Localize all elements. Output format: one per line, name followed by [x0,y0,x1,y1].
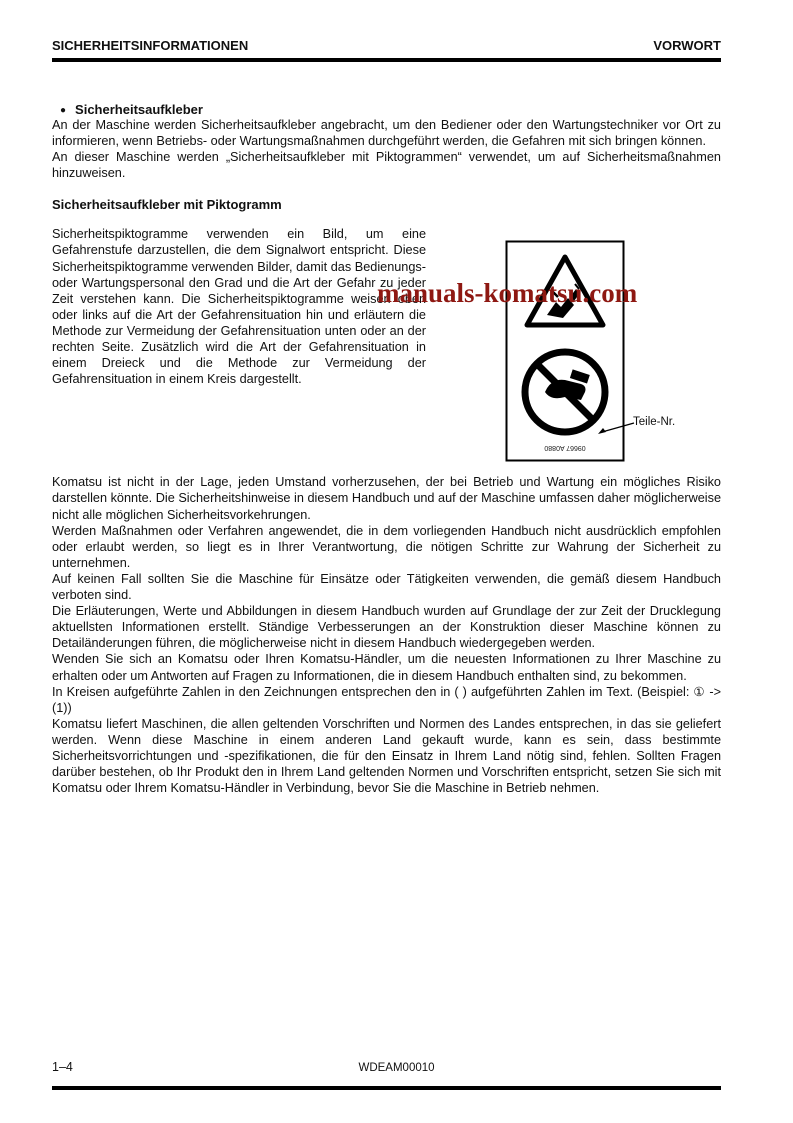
header-rule [52,58,721,62]
sticker-part-code: 09667 A0880 [544,444,586,452]
content-column [52,0,721,796]
bullet-heading: Sicherheitsaufkleber [75,102,203,117]
pictogram-section [52,226,721,474]
watermark-text: manuals-komatsu.com [377,278,638,308]
header-right-title: VORWORT [653,38,721,53]
footer-page-number: 1–4 [52,1060,73,1074]
paragraph-stickers: An der Maschine werden Sicherheitsaufkleber angebracht, um den Bediener oder den Wartungstechniker vor Ort zu informieren, wenn Betriebs- oder Wartungsmaßnahmen durchgeführt werden, die Gefahren mit sich bringen können. [52,118,721,149]
paragraph-pictogram-use: An dieser Maschine werden „Sicherheitsaufkleber mit Piktogrammen“ verwendet, um auf Sicherheitsmaßnahmen hinzuweisen. [52,150,721,181]
paragraph-standards: Komatsu liefert Maschinen, die allen geltenden Vorschriften und Normen des Landes entsprechen, in das sie geliefert werden. Wenn diese Maschine in einem anderen Land gekauft wurde, kann es sein, dass bestimmte Sicherheitsvorrichtungen und -spezifikationen, die für den Einsatz in Ihrem Land nötig sind, fehlen. Sollten Fragen darüber bestehen, ob Ihr Produkt den in Ihrem Land geltenden Normen und Vorschriften entspricht, setzen Sie sich mit Komatsu oder Ihrem Komatsu-Händler in Verbindung, bevor Sie die Maschine in Betrieb nehmen. [52,716,721,796]
paragraph-circled-numbers: In Kreisen aufgeführte Zahlen in den Zeichnungen entsprechen den in ( ) aufgeführten Zahlen im Text. (Beispiel: ① -> (1)) [52,684,721,715]
paragraph-updates: Die Erläuterungen, Werte und Abbildungen in diesem Handbuch wurden auf Grundlage der zur Zeit der Drucklegung aktuellsten Informationen erstellt. Ständige Verbesserungen an der Konstruktion dieser Maschine können zu Detailänderungen führen, die möglicherweise nicht in diesem Handbuch wiedergegeben werden. [52,604,721,651]
paragraph-forbidden: Auf keinen Fall sollten Sie die Maschine für Einsätze oder Tätigkeiten verwenden, die gemäß diesem Handbuch verboten sind. [52,571,721,603]
header-left-title: SICHERHEITSINFORMATIONEN [52,38,249,53]
bullet-heading-row [52,102,721,117]
teile-nr-leader-line [598,418,636,438]
page-header [52,0,721,53]
section-heading: Sicherheitsaufkleber mit Piktogramm [52,197,282,213]
footer-rule [52,1086,721,1090]
pictogram-description: Sicherheitspiktogramme verwenden ein Bild, um eine Gefahrenstufe darzustellen, die dem Signalwort entspricht. Diese Sicherheitspiktogramme verwenden Bilder, damit das Bedienungs- oder Wartungspersonal den Grad und die Art der Gefahr zu jeder Zeit verstehen kann. Die Sicherheitspiktogramme weisen oben oder links auf die Art der Gefahrensituation hin und erläutern die Methode zur Vermeidung der Gefahrensituation unten oder an der rechten Seite. Zusätzlich wird die Art der Gefahrensituation in einem Dreieck und die Methode zur Vermeidung der Gefahrensituation in einem Kreis dargestellt. [52,227,426,387]
paragraph-responsibility: Werden Maßnahmen oder Verfahren angewendet, die in dem vorliegenden Handbuch nicht ausdrücklich empfohlen oder erlaubt werden, so liegt es in Ihrer Verantwortung, die nötigen Schritte zur Wahrung der Sicherheit zu unternehmen. [52,523,721,570]
bullet-icon: ● [60,105,67,116]
paragraph-contact: Wenden Sie sich an Komatsu oder Ihren Komatsu-Händler, um die neuesten Informationen zu Ihrer Maschine zu erhalten oder um Antworten auf Fragen zu Informationen, die in diesem Handbuch enthalten sind, zu bekommen. [52,652,721,683]
footer-doc-code: WDEAM00010 [358,1062,435,1074]
paragraph-risk: Komatsu ist nicht in der Lage, jeden Umstand vorherzusehen, der bei Betrieb und Wartung ein mögliches Risiko darstellen könnte. Die Sicherheitshinweise in diesem Handbuch und auf der Maschine umfassen daher möglicherweise nicht alle möglichen Sicherheitsvorkehrungen. [52,475,721,522]
teile-nr-label: Teile-Nr. [633,416,676,429]
